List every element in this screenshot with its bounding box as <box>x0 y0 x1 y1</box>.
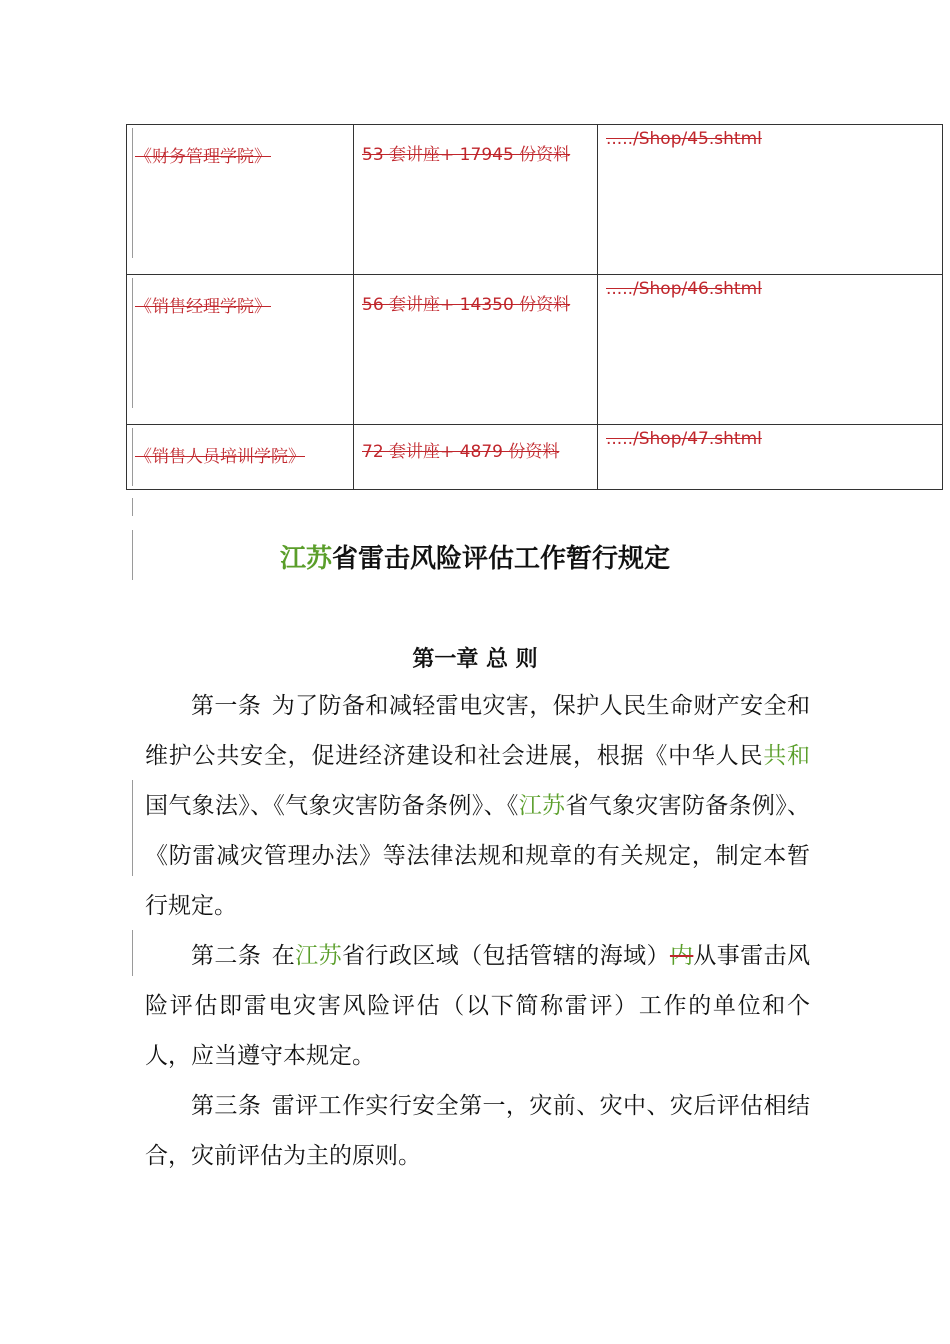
table-row <box>127 425 943 490</box>
course-link[interactable]: ...../Shop/46.shtml <box>606 279 762 299</box>
course-name[interactable]: 《销售经理学院》 <box>135 297 271 317</box>
course-count: 56 套讲座+ 14350 份资料 <box>362 295 571 315</box>
article-1: 第一条 为了防备和减轻雷电灾害，保护人民生命财产安全和维护公共安全，促进经济建设和社会进展，根据《中华人民共和国气象法》、《气象灾害防备条例》、《江苏省气象灾害防备条例》、《防雷减灾管理办法》等法律法规和规章的有关规定，制定本暂行规定。 <box>145 693 811 919</box>
course-count: 72 套讲座+ 4879 份资料 <box>362 442 560 462</box>
deleted-text: 内 <box>669 943 694 969</box>
highlight-text: 江苏 <box>518 793 566 819</box>
title-text: 省雷击风险评估工作暂行规定 <box>332 544 671 574</box>
revision-bar <box>132 128 133 258</box>
course-name[interactable]: 《销售人员培训学院》 <box>135 447 305 467</box>
table-row <box>127 275 943 425</box>
article-label: 第三条 <box>191 1093 262 1119</box>
course-count: 53 套讲座+ 17945 份资料 <box>362 145 571 165</box>
course-link[interactable]: ...../Shop/45.shtml <box>606 129 762 149</box>
article-3: 第三条 雷评工作实行安全第一，灾前、灾中、灾后评估相结合，灾前评估为主的原则。 <box>145 1093 811 1169</box>
revision-bar <box>132 780 133 876</box>
revision-bar <box>132 930 133 976</box>
article-2: 第二条 在江苏省行政区域（包括管辖的海域）内从事雷击风险评估即雷电灾害风险评估（以下简称雷评）工作的单位和个人，应当遵守本规定。 <box>145 943 811 1069</box>
revision-bar <box>132 498 133 516</box>
title-highlight: 江苏 <box>279 544 332 574</box>
article-body <box>145 681 810 1181</box>
document-title <box>0 538 950 575</box>
article-label: 第一条 <box>191 693 262 719</box>
revision-bar <box>132 278 133 408</box>
highlight-text: 共和 <box>763 743 811 769</box>
course-link[interactable]: ...../Shop/47.shtml <box>606 429 762 449</box>
course-table <box>126 124 943 490</box>
revision-bar <box>132 428 133 486</box>
course-name[interactable]: 《财务管理学院》 <box>135 147 271 167</box>
highlight-text: 江苏 <box>295 943 342 969</box>
article-label: 第二条 <box>191 943 262 969</box>
chapter-heading: 第一章 总 则 <box>412 647 538 672</box>
